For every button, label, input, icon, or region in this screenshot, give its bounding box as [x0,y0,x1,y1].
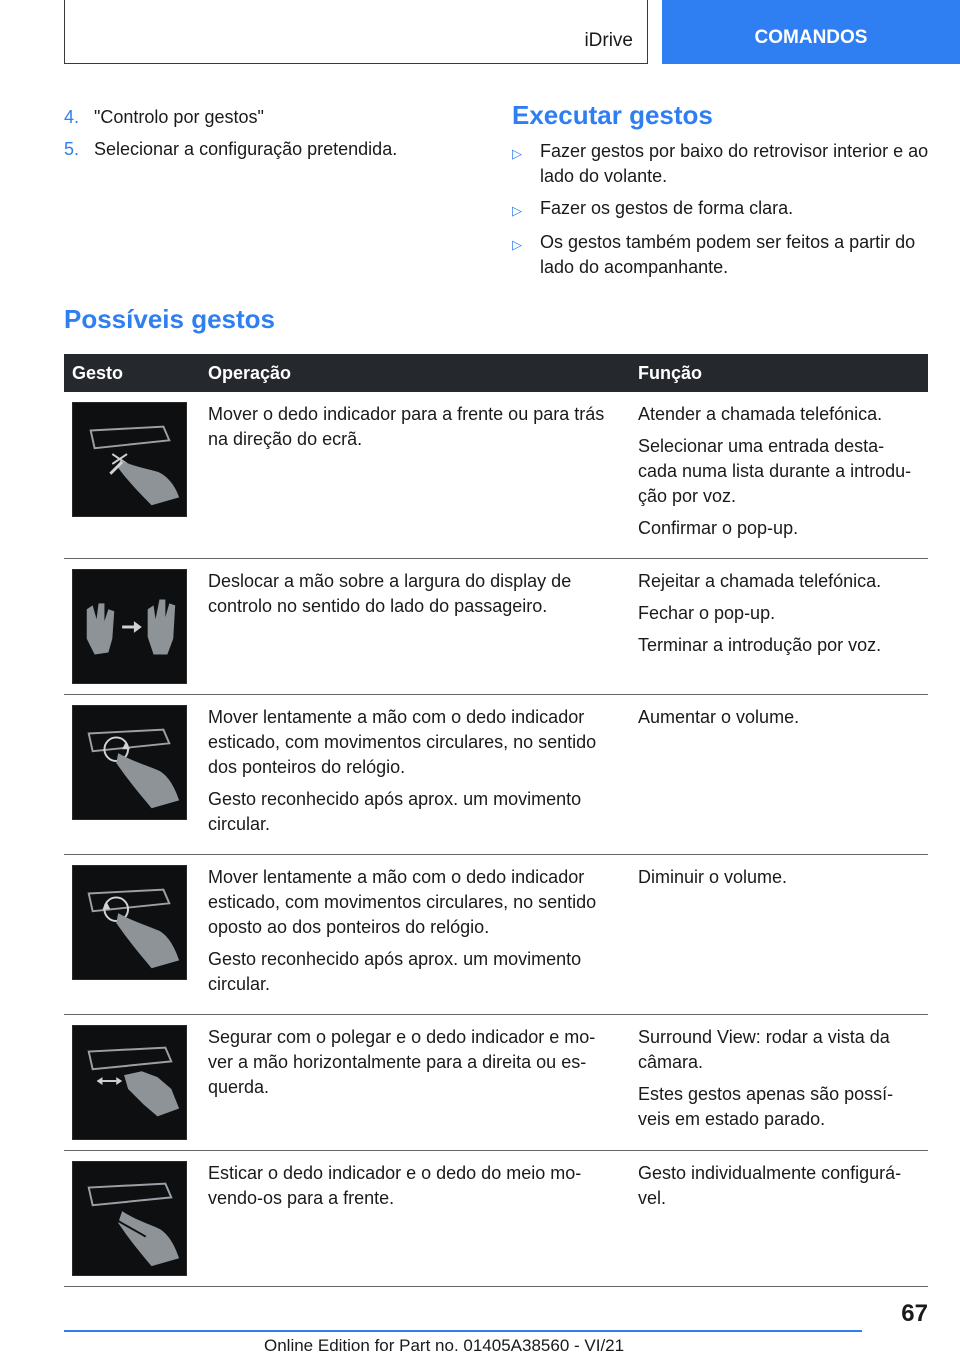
gestures-title: Possíveis gestos [64,304,275,334]
list-item [64,104,484,130]
header-chapter: COMANDOS [662,0,960,64]
gesture-cell [64,1015,200,1151]
function-cell: Diminuir o volume. [630,855,928,1015]
step-text: "Controlo por gestos" [94,107,264,127]
function-cell: Surround View: rodar a vista da câmara. Estes gestos apenas são possí- veis em estado parado. [630,1015,928,1151]
gestures-table [64,354,928,1287]
bullet-text: Fazer gestos por baixo do retrovisor interior e ao lado do volante. [540,141,929,186]
column-header-function: Função [630,354,928,392]
operation-cell: Mover lentamente a mão com o dedo indicador esticado, com movimentos circulares, no sentido oposto ao dos ponteiros do relógio. Gesto reconhecido após aprox. um movimento circular. [200,855,630,1015]
steps-list [64,104,484,168]
footer-edition: Online Edition for Part no. 01405A38560 - VI/21 [264,1336,625,1355]
list-item [512,196,932,223]
operation-cell: Segurar com o polegar e o dedo indicador e mo- ver a mão horizontalmente para a direita ou es- querda. [200,1015,630,1151]
operation-cell: Esticar o dedo indicador e o dedo do meio mo- vendo-os para a frente. [200,1151,630,1287]
triangle-right-icon: ▷ [512,237,522,252]
table-row [64,1151,928,1287]
function-cell: Aumentar o volume. [630,695,928,855]
function-cell: Atender a chamada telefónica. Selecionar uma entrada desta- cada numa lista durante a introdu- ção por voz. Confirmar o pop-up. [630,392,928,559]
list-item [64,136,484,162]
gesture-point-forward-icon [72,402,187,517]
step-text: Selecionar a configuração pretendida. [94,139,398,159]
table-row [64,1015,928,1151]
triangle-right-icon: ▷ [512,203,522,218]
list-item [512,139,932,189]
table-row [64,855,928,1015]
execute-section [512,100,932,287]
gesture-swipe-hand-icon [72,569,187,684]
gesture-pinch-move-icon [72,1025,187,1140]
bullet-list [512,139,932,280]
operation-cell: Mover lentamente a mão com o dedo indicador esticado, com movimentos circulares, no sentido dos ponteiros do relógio. Gesto reconhecido após aprox. um movimento circular. [200,695,630,855]
table-row [64,392,928,559]
table-row [64,559,928,695]
gesture-cell [64,1151,200,1287]
operation-cell: Deslocar a mão sobre a largura do display de controlo no sentido do lado do passageiro. [200,559,630,695]
step-number: 5. [64,139,80,159]
table-header-row [64,354,928,392]
gesture-cell [64,695,200,855]
gesture-rotate-clockwise-icon [72,705,187,820]
footer-divider [64,1330,862,1332]
triangle-right-icon: ▷ [512,146,522,161]
column-header-operation: Operação [200,354,630,392]
page-number: 67 [901,1300,928,1327]
bullet-text: Fazer os gestos de forma clara. [540,198,794,218]
gesture-rotate-counterclockwise-icon [72,865,187,980]
column-header-gesture: Gesto [64,354,200,392]
operation-cell: Mover o dedo indicador para a frente ou para trás na direção do ecrã. [200,392,630,559]
gesture-two-fingers-icon [72,1161,187,1276]
function-cell: Gesto individualmente configurá- vel. [630,1151,928,1287]
gesture-cell [64,559,200,695]
execute-title: Executar gestos [512,100,713,130]
header-section: iDrive [584,30,633,51]
step-number: 4. [64,107,80,127]
function-cell: Rejeitar a chamada telefónica. Fechar o pop-up. Terminar a introdução por voz. [630,559,928,695]
gesture-cell [64,855,200,1015]
bullet-text: Os gestos também podem ser feitos a partir do lado do acompanhante. [540,232,916,277]
list-item [512,230,932,280]
table-row [64,695,928,855]
header-box [64,0,648,64]
gesture-cell [64,392,200,559]
